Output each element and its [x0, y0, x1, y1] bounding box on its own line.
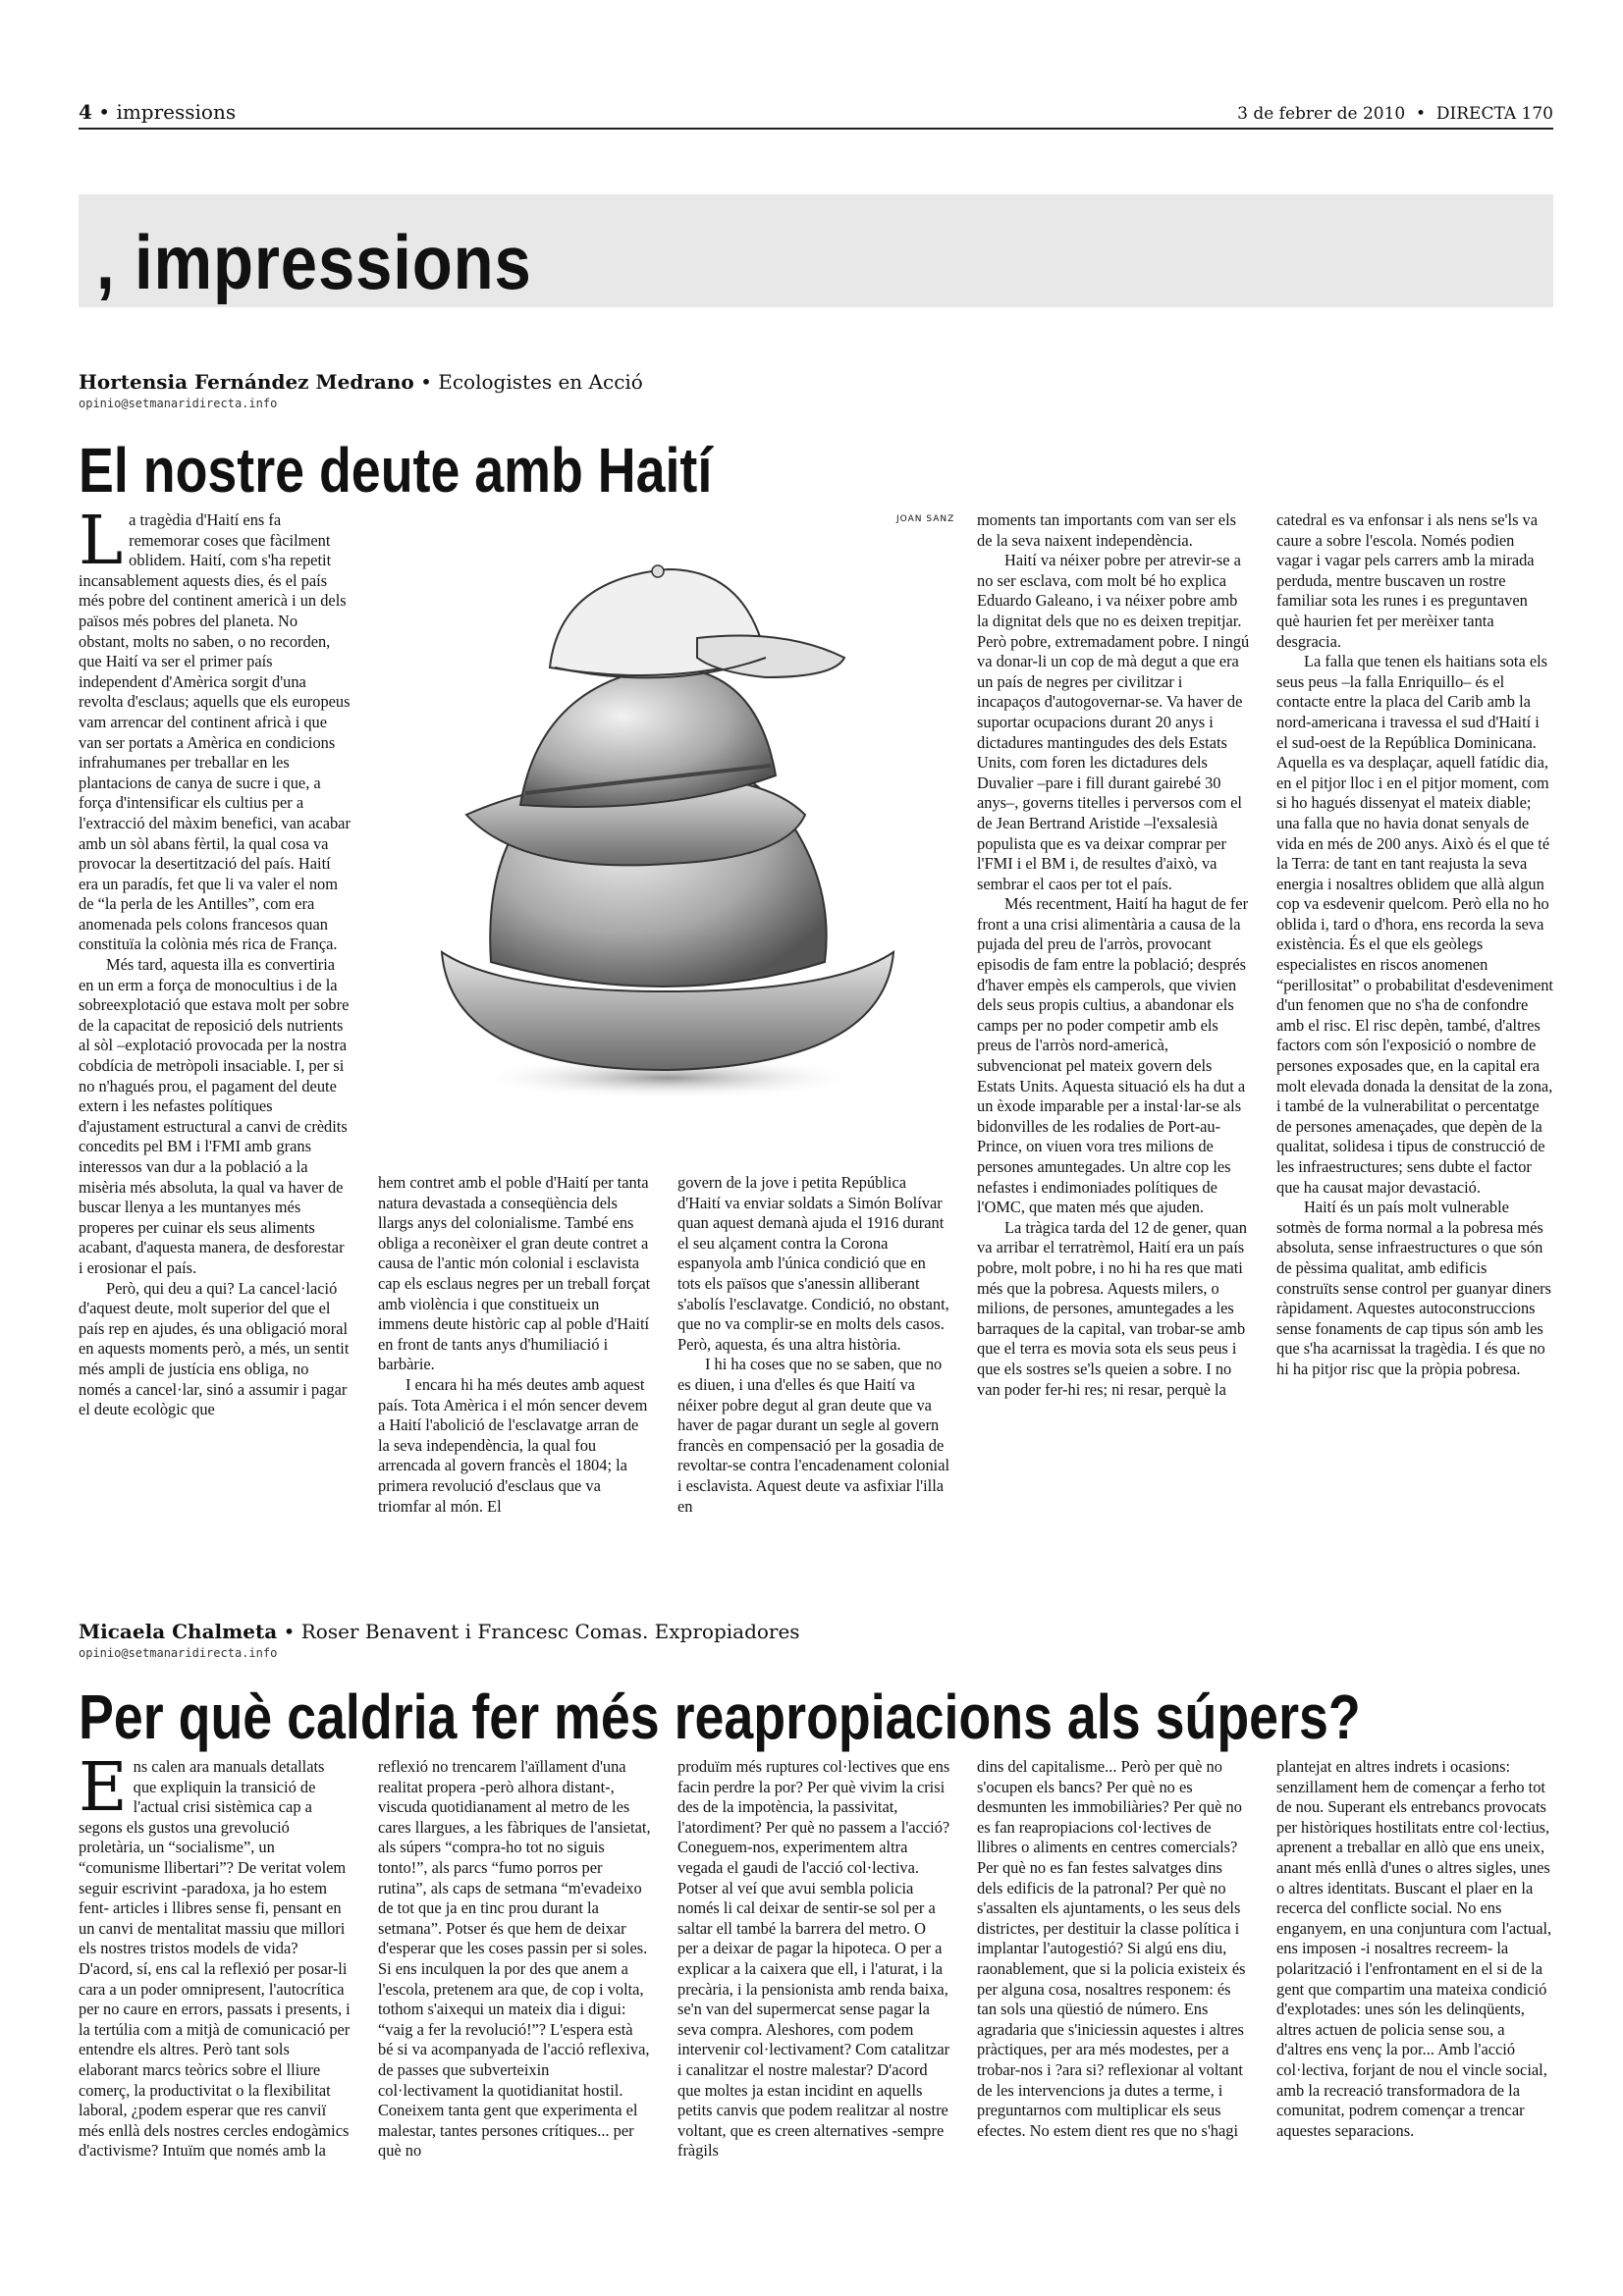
article2-affiliation: • Roser Benavent i Francesc Comas. Expropiadores: [283, 1620, 800, 1643]
article1-email: opinio@setmanaridirecta.info: [79, 397, 278, 410]
article2-author: Micaela Chalmeta: [79, 1620, 278, 1643]
article1-headline: El nostre deute amb Haití: [79, 435, 713, 506]
article1-col3-p1: govern de la jove i petita República d'Haití va enviar soldats a Simón Bolívar quan aquest demanà ajuda el 1916 durant el seu alçament contra la Corona espanyola amb l'única condició que en tots els països que s'anessin alliberant s'abolís l'esclavatge. Condició, no obstant, que no va complir-se en molts dels casos. Però, aquesta, és una altra història.: [677, 1173, 949, 1354]
issue-date: 3 de febrer de 2010: [1237, 104, 1406, 124]
section-title: , impressions: [96, 219, 532, 305]
article1-col1-p2: Més tard, aquesta illa es convertiria en un erm a força de monocultius i de la sobreexplotació que estava molt per sobre de la capacitat de reposició dels nutrients al sòl –explotació provocada per la nostra cobdícia de metròpoli insaciable. I, per si no n'hagués prou, el pagament del deute extern i les nefastes polítiques d'ajustament estructural a canvi de crèdits concedits pel BM i l'FMI amb grans interessos van dur a la població a la misèria més absoluta, la qual va haver de buscar llenya a les muntanyes més properes per cuinar els seus aliments acabant, d'aquesta manera, de desforestar i erosionar el país.: [79, 955, 350, 1277]
article1-col3-p2: I hi ha coses que no se saben, que no es diuen, i una d'elles és que Haití va néixer pobre degut al gran deute que va haver de pagar durant un segle al govern francès en compensació per la gosadia de revoltar-se contra l'encadenament colonial i esclavista. Aquest deute va asfixiar l'illa en: [677, 1355, 950, 1516]
article2-col5-text: plantejat en altres indrets i ocasions: senzillament hem de començar a ferho tot de nou. Superant els entrebancs provocats per històriques hostilitats entre col·lectius, aprenent a treballar en allò que ens uneix, anant més enllà d'unes o altres sigles, unes o altres identitats. Buscant el plaer en la recerca del conflicte social. No ens enganyem, en una conjuntura com l'actual, ens imposen -i nosaltres recreem- la polarització i l'enfrontament en el si de la gent que compartim una mateixa condició d'explotades: unes són les delinqüents, altres actuen de policia sense sou, a d'altres ens venç la por... Amb l'acció col·lectiva, forjant de nou el vincle social, amb la recreació transformadora de la comunitat, podrem començar a trencar aquestes separacions.: [1276, 1757, 1552, 2140]
article2-col4-text: dins del capitalisme... Però per què no s'ocupen els bancs? Per què no es desmunten les immobiliàries? Per què no es fan reapropiacions col·lectives de llibres o aliments en centres comercials? Per què no es fan festes salvatges dins dels edificis de la patronal? Per què no s'assalten els ajuntaments, o les seus dels districtes, per destituir la classe política i implantar l'autogestió? Si algú ens diu, raonablement, que si la policia existeix és per alguna cosa, nosaltres responem: és tan sols una qüestió de número. Ens agradaria que s'iniciessin aquestes i altres pràctiques, per ara més modestes, per a trobar-nos i ?ara si? reflexionar al voltant de les intervencions ja dutes a terme, i preguntarnos com multiplicar els seus efectes. No estem dient res que no s'hagi: [977, 1757, 1246, 2140]
article2-headline: Per què caldria fer més reapropiacions als súpers?: [79, 1682, 1361, 1752]
article1-col5-p3: Haití és un país molt vulnerable sotmès de forma normal a la pobresa més absoluta, sense infraestructures o que són de pèssima qualitat, amb edificis construïts sense control per guanyar diners ràpidament. Aquestes autoconstruccions sense fonaments de cap tipus són amb les que s'ha acarnissat la tragèdia. I és que no hi ha pitjor risc que la pròpia pobresa.: [1276, 1198, 1551, 1378]
publication-name: DIRECTA 170: [1435, 104, 1553, 124]
article2-column-5: [1276, 1757, 1553, 2189]
article1-col5-p1: catedral es va enfonsar i als nens se'ls va caure a sobre l'escola. Només podien vagar i vagar pels carrers amb la mirada perduda, mentre buscaven un rostre familiar sota les runes i es preguntaven què haurien fet per merèixer tanta desgracia.: [1276, 510, 1539, 651]
hats-stacked-illustration: [373, 520, 943, 1109]
article1-col1-p1: a tragèdia d'Haití ens fa rememorar coses que fàcilment oblidem. Haití, com s'ha repetit incansablement aquests dies, és el país més pobre del continent americà i un dels països més pobres del planeta. No obstant, molts no saben, o no recorden, que Haití va ser el primer país independent d'Amèrica sorgit d'una revolta d'esclaus; aquells que els europeus vam arrencar del continent africà i que van ser portats a Amèrica en condicions infrahumanes per treballar en les plantacions de canya de sucre i que, a força d'intensificar els cultius per a l'extracció del màxim benefici, van acabar amb un sòl abans fèrtil, la qual cosa va provocar la desertització del país. Haití era un paradís, fet que li va valer el nom de “la perla de les Antilles”, com era anomenada pels colons francesos quan constituïa la colònia més rica de França.: [79, 510, 351, 954]
article1-column-4: [977, 510, 1250, 1561]
article2-column-1: [79, 1757, 352, 2189]
article1-col2-p2: I encara hi ha més deutes amb aquest país. Tota Amèrica i el món sencer devem a Haití l'abolició de l'esclavatge arran de la seva independència, la qual fou arrencada al govern francès el 1804; la primera revolució d'esclaus que va triomfar al món. El: [378, 1374, 648, 1516]
running-head-separator: •: [98, 100, 111, 124]
article1-column-5: [1276, 510, 1553, 1561]
article1-col5-p2: La falla que tenen els haitians sota els seus peus –la falla Enriquillo– és el contacte entre la placa del Carib amb la nord-americana i travessa el sud d'Haití i el sud-oest de la República Dominicana. Aquella es va desplaçar, aquell fatídic dia, en el pitjor lloc i en el pitjor moment, com si ho hagués dissenyat el mateix diable; una falla que no havia donat senyals de vida en més de 200 anys. Això és el que té la Terra: de tant en tant reajusta la seva energia i nosaltres oblidem que allà algun cop va esdevenir quelcom. Però ella no ho oblida i, tard o d'hora, ens recorda la seva existència. És el que els geòlegs especialistes en riscos anomenen “perillositat” o probabilitat d'esdeveniment d'un fenomen que no s'ha de confondre amb el risc. El risc depèn, també, d'altres factors com són l'exposició o nombre de persones exposades que, en la capital era molt elevada donada la densitat de la zona, i també de la vulnerabilitat o percentatge de persones amenaçades, que depèn de la qualitat, solidesa i tipus de construcció de les infraestructures; sens dubte el factor que ha causat major devastació.: [1276, 652, 1553, 1197]
article1-column-1: [79, 510, 352, 1559]
article1-col4-p3: Més recentment, Haití ha hagut de fer front a una crisi alimentària a causa de la pujada del preu de l'arròs, provocant episodis de fam entre la població; després d'haver empès els camperols, que vivien dels seus propis cultius, a abandonar els camps per no poder competir amb els preus de l'arròs nord-americà, subvencionat pel mateix govern dels Estats Units. Aquesta situació els ha dut a un èxode imparable per a instal·lar-se als bidonvilles de les rodalies de Port-au-Prince, on viuen vora tres milions de persones amuntegades. Un altre cop les nefastes i endimoniades polítiques de l'OMC, que maten més que ajuden.: [977, 894, 1249, 1217]
article1-col1-p3: Però, qui deu a qui? La cancel·lació d'aquest deute, molt superior del que el país rep en ajudes, és una obligació moral en aquests moments però, a més, un sentit més ampli de justícia ens obliga, no només a cancel·lar, sinó a assumir i pagar el deute ecològic que: [79, 1278, 350, 1419]
article1-col4-p1: moments tan importants com van ser els de la seva naixent independència.: [977, 510, 1237, 550]
article1-col2-p1: hem contret amb el poble d'Haití per tanta natura devastada a conseqüència dels llargs anys del colonialisme. També ens obliga a reconèixer el gran deute contret a causa de l'antic món colonial i esclavista cap els esclaus negres per un treball forçat amb violència i que constitueix un immens deute històric cap al poble d'Haití en front de tants anys d'humiliació i barbàrie.: [378, 1173, 651, 1374]
article1-author: Hortensia Fernández Medrano: [79, 370, 414, 394]
running-head-left: [79, 100, 236, 124]
article2-email: opinio@setmanaridirecta.info: [79, 1646, 278, 1660]
article1-col4-p4: La tràgica tarda del 12 de gener, quan va arribar el terratrèmol, Haití era un país pobre, molt pobre, i no hi ha res que mati més que la pobresa. Aquests milers, o milions, de persones, amuntegades a les barraques de la capital, van trobar-se amb que el terra es movia sota els seus peus i que els sostres se'ls queien a sobre. I no van poder fer-hi res; ni resar, perquè la: [977, 1217, 1247, 1399]
article1-byline: [79, 370, 643, 394]
running-head-right: [1237, 104, 1553, 124]
article2-byline: [79, 1620, 800, 1643]
article2-col1-text: ns calen ara manuals detallats que expliquin la transició de l'actual crisi sistèmica cap a segons els gustos una grevolució proletària, un “socialisme”, un “comunisme llibertari”? De veritat volem seguir escrivint -paradoxa, ja ho estem fent- articles i llibres sense fi, pensant en un canvi de mentalitat massiu que millori els nostres tristos models de vida? D'acord, sí, ens cal la reflexió per posar-li cara a un poder omnipresent, l'autocrítica per no caure en errors, passats i presents, i la tertúlia com a mitjà de comunicació per entendre els altres. Però tant sols elaborant marcs teòrics sobre el lliure comerç, la productivitat o la flexibilitat laboral, ¿podem esperar que res canviï més enllà dels nostres cercles endogàmics d'activisme? Intuïm que només amb la: [79, 1757, 351, 2161]
article1-affiliation: • Ecologistes en Acció: [420, 370, 643, 394]
photo-credit: JOAN SANZ: [896, 514, 955, 524]
article2-column-3: [677, 1757, 950, 2189]
article1-column-3: [677, 1173, 950, 1561]
hats-illustration: [373, 520, 943, 1109]
article2-col3-text: produïm més ruptures col·lectives que ens facin perdre la por? Per què vivim la crisi des de la impotència, la passivitat, l'atordiment? Per què no passem a l'acció? Coneguem-nos, experimentem altra vegada el gaudi de l'acció col·lectiva. Potser al veí que avui sembla policia només li cal deixar de sentir-se sol per a saltar ell també la barrera del metro. O per a deixar de pagar la hipoteca. O per a explicar a la caixera que ell, i l'aturat, i la precària, i la pensionista amb renda baixa, se'n van del supermercat sense pagar la seva compra. Aleshores, com podem intervenir col·lectivament? Com catalitzar i canalitzar el nostre malestar? D'acord que moltes ja estan incidint en aquells petits canvis que podem realitzar al nostre voltant, que es creen alternatives -sempre fràgils: [677, 1757, 950, 2161]
running-head: [79, 98, 1553, 130]
article1-column-2: [378, 1173, 651, 1561]
running-head-section: impressions: [116, 100, 237, 124]
article1-col4-p2: Haití va néixer pobre per atrevir-se a no ser esclava, com molt bé ho explica Eduardo Galeano, i va néixer pobre amb la dignitat dels que no es deixen trepitjar. Però pobre, extremadament pobre. I ningú va donar-li un cop de mà degut a que era un país de negres per civilitzar i incapaços d'autogovernar-se. Va haver de suportar ocupacions durant 20 anys i dictadures mantingudes des dels Estats Units, com foren les dictadures dels Duvalier –pare i fill durant gairebé 30 anys–, governs titelles i perversos com el de Jean Bertrand Aristide –l'exsalesià populista que es va deixar comprar per l'FMI i el BM i, de resultes d'això, va sembrar el caos per tot el país.: [977, 551, 1250, 893]
article2-column-2: [378, 1757, 651, 2189]
article2-dropcap: E: [79, 1757, 128, 1827]
page-number: 4: [79, 100, 92, 124]
running-head-bullet: •: [1416, 104, 1427, 124]
article2-col2-text: reflexió no trencarem l'aïllament d'una realitat propera -però alhora distant-, viscuda quotidianament al metro de les cares llargues, a les fàbriques de l'ansietat, als súpers “compra-ho tot no siguis tonto!”, als parcs “fumo porros per rutina”, als caps de setmana “m'evadeixo de tot que ja en tinc prou durant la setmana”. Potser és que hem de deixar d'esperar que les coses passin per si soles. Si ens inculquen la por des que anem a l'escola, pretenem ara que, de cop i volta, tothom s'aixequi un mateix dia i digui: “vaig a fer la revolució!”? L'espera està bé si va acompanyada de l'acció reflexiva, de passes que subverteixin col·lectivament la quotidianitat hostil. Coneixem tanta gent que experimenta el malestar, tantes persones crítiques... per què no: [378, 1757, 651, 2161]
article1-dropcap: L: [79, 510, 124, 580]
article2-column-4: [977, 1757, 1250, 2189]
